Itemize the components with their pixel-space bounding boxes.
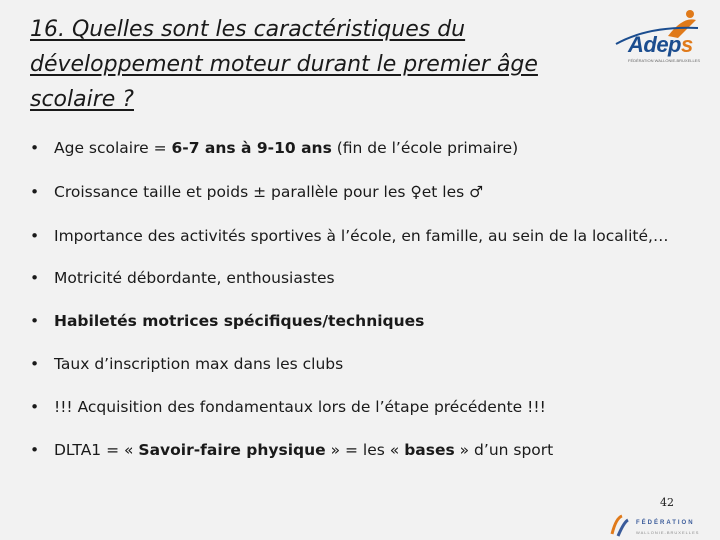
page-number: 42 xyxy=(660,496,674,509)
federation-logo xyxy=(610,512,710,540)
bullet-dot: • xyxy=(30,312,40,330)
federation-subtitle: WALLONIE-BRUXELLES xyxy=(636,530,700,535)
federation-mark-icon xyxy=(610,514,630,538)
bullet-item: • Age scolaire = 6-7 ans à 9-10 ans (fin de l’école primaire) xyxy=(30,136,670,160)
adeps-wordmark: Adeps xyxy=(628,32,693,57)
bullet-item: • DLTA1 = « Savoir-faire physique » = les « bases » d’un sport xyxy=(30,438,670,462)
bullet-item: • Importance des activités sportives à l’école, en famille, au sein de la localité,… xyxy=(30,224,670,248)
bullet-dot: • xyxy=(30,398,40,416)
bullet-dot: • xyxy=(30,355,40,373)
bullet-item: • Croissance taille et poids ± parallèle pour les ♀et les ♂ xyxy=(30,180,670,204)
federation-name: FÉDÉRATION xyxy=(636,520,695,526)
bullet-list xyxy=(30,136,670,462)
bullet-item: • Taux d’inscription max dans les clubs xyxy=(30,352,670,376)
bullet-item: • !!! Acquisition des fondamentaux lors de l’étape précédente !!! xyxy=(30,395,670,419)
bullet-dot: • xyxy=(30,183,40,201)
bullet-dot: • xyxy=(30,227,40,245)
bullet-item: • Habiletés motrices spécifiques/techniques xyxy=(30,309,670,333)
bullet-dot: • xyxy=(30,139,40,157)
bullet-dot: • xyxy=(30,269,40,287)
slide-title: 16. Quelles sont les caractéristiques du développement moteur durant le premier âge scolaire ? xyxy=(30,17,538,112)
bullet-dot: • xyxy=(30,441,40,459)
adeps-logo xyxy=(608,6,708,76)
bullet-item: • Motricité débordante, enthousiastes xyxy=(30,266,670,290)
adeps-tagline: FÉDÉRATION WALLONIE-BRUXELLES xyxy=(628,58,701,63)
